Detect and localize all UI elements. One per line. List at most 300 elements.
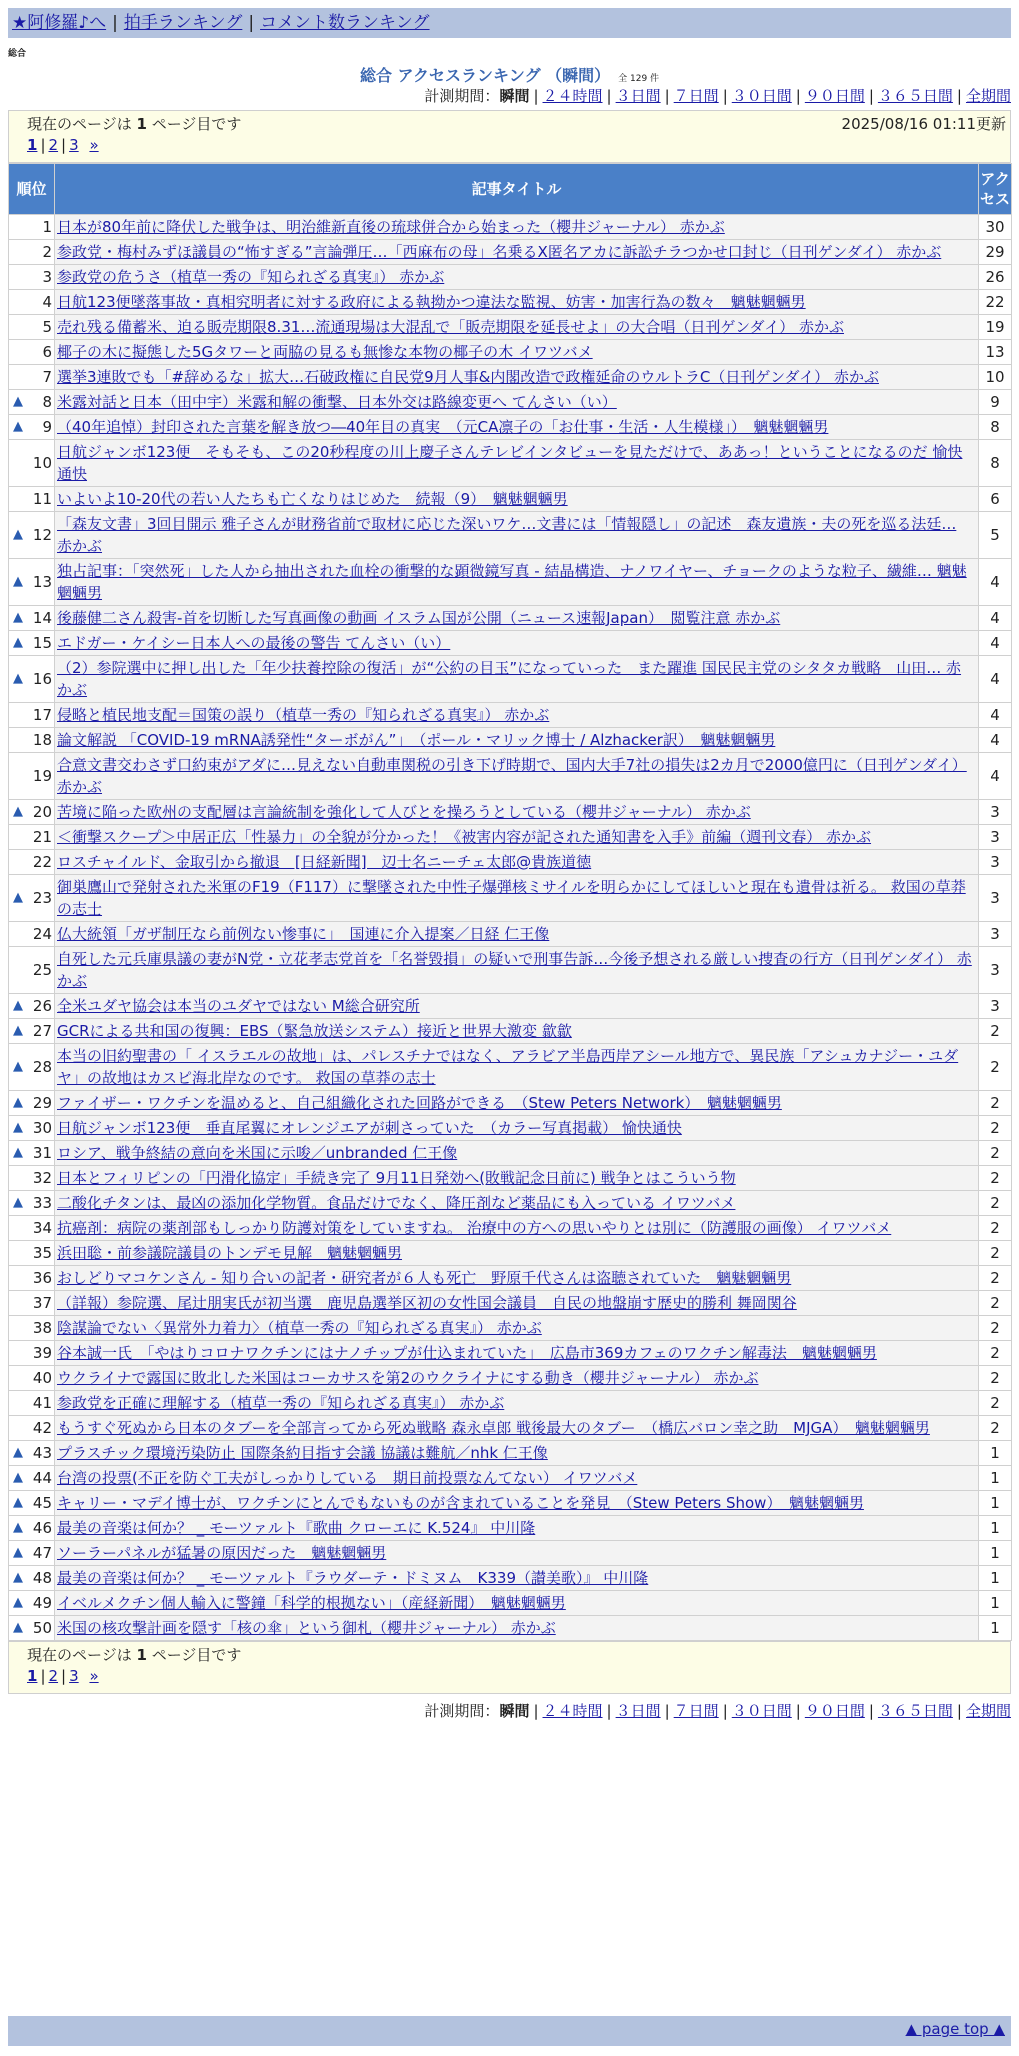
rank-up-icon: ▲ — [13, 998, 23, 1013]
period-30d[interactable]: ３０日間 — [731, 1702, 792, 1720]
article-title-link[interactable]: プラスチック環境汚染防止 国際条約目指す会議 協議は難航／nhk 仁王像 — [57, 1444, 548, 1462]
title-cell — [55, 290, 979, 315]
title-cell — [55, 1241, 979, 1266]
access-count: 2 — [979, 1241, 1012, 1266]
rank-number: 5 — [42, 318, 52, 336]
access-count: 2 — [979, 1266, 1012, 1291]
table-row — [9, 1416, 1012, 1441]
table-row — [9, 1266, 1012, 1291]
page-links: 1 | 2 | 3 » — [27, 1667, 99, 1685]
rank-number: 9 — [42, 418, 52, 436]
article-title-link[interactable]: 論文解説 「COVID-19 mRNA誘発性“ターボがん”」 （ポール・マリック博士 / Alzhacker訳） 魑魅魍魎男 — [57, 731, 776, 749]
title-cell — [55, 315, 979, 340]
table-row — [9, 728, 1012, 753]
page-top-link[interactable]: ▲ page top ▲ — [905, 2020, 1005, 2038]
article-title-link[interactable]: 日航123便墜落事故・真相究明者に対する政府による執拗かつ違法な監視、妨害・加害行為の数々 魑魅魍魎男 — [57, 293, 806, 311]
rank-up-icon: ▲ — [13, 1145, 23, 1160]
table-row — [9, 215, 1012, 240]
pager-bottom — [8, 1641, 1011, 1694]
rank-up-icon: ▲ — [13, 635, 23, 650]
access-count: 8 — [979, 415, 1012, 440]
rank-up-icon: ▲ — [13, 1059, 23, 1074]
access-count: 2 — [979, 1416, 1012, 1441]
rank-number: 40 — [32, 1369, 52, 1387]
rank-cell — [9, 800, 55, 825]
table-row — [9, 1341, 1012, 1366]
table-row — [9, 1166, 1012, 1191]
article-title-link[interactable]: 合意文書交わさず口約束がアダに…見えない自動車関税の引き下げ時期で、国内大手7社の損失は2カ月で2000億円に（日刊ゲンダイ） 赤かぶ — [57, 756, 967, 796]
title-cell — [55, 487, 979, 512]
table-row — [9, 875, 1012, 922]
rank-up-icon: ▲ — [13, 1570, 23, 1585]
period-all[interactable]: 全期間 — [965, 87, 1011, 105]
access-count: 2 — [979, 1044, 1012, 1091]
article-title-link[interactable]: 浜田聡・前参議院議員のトンデモ見解 魑魅魍魎男 — [57, 1244, 403, 1262]
access-count: 3 — [979, 994, 1012, 1019]
access-count: 4 — [979, 656, 1012, 703]
rank-cell — [9, 1616, 55, 1641]
page-status: 現在のページは 1 ページ目です — [27, 1646, 242, 1664]
article-title-link[interactable]: 自死した元兵庫県議の妻がN党・立花孝志党首を「名誉毀損」の疑いで刑事告訴…今後予想される厳しい捜査の行方（日刊ゲンダイ） 赤かぶ — [57, 950, 972, 990]
table-row — [9, 1591, 1012, 1616]
rank-number: 50 — [32, 1619, 52, 1637]
title-cell — [55, 440, 979, 487]
rank-number: 33 — [32, 1194, 52, 1212]
article-title-link[interactable]: 独占記事：「突然死」した人から抽出された血栓の衝撃的な顕微鏡写真 - 結晶構造、ナノワイヤー、チョークのような粒子、繊維… 魑魅魍魎男 — [57, 562, 967, 602]
access-count: 2 — [979, 1091, 1012, 1116]
rank-cell — [9, 1241, 55, 1266]
title-cell — [55, 415, 979, 440]
title-cell — [55, 1341, 979, 1366]
table-row — [9, 1141, 1012, 1166]
rank-cell — [9, 290, 55, 315]
article-title-link[interactable]: 谷本誠一氏 「やはりコロナワクチンにはナノチップが仕込まれていた」 広島市369カフェのワクチン解毒法 魑魅魍魎男 — [57, 1344, 877, 1362]
access-count: 1 — [979, 1616, 1012, 1641]
header-access: アクセス — [979, 164, 1012, 215]
rank-cell — [9, 1216, 55, 1241]
rank-number: 39 — [32, 1344, 52, 1362]
period-24h[interactable]: ２４時間 — [542, 87, 603, 105]
rank-cell — [9, 1019, 55, 1044]
rank-cell — [9, 440, 55, 487]
page-link-2[interactable]: 2 — [48, 136, 59, 154]
rank-cell — [9, 1166, 55, 1191]
table-header-row — [9, 164, 1012, 215]
rank-cell — [9, 215, 55, 240]
article-title-link[interactable]: （40年追悼）封印された言葉を解き放つ―40年目の真実 （元CA凛子の「お仕事・生活・人生模様」） 魑魅魍魎男 — [57, 418, 829, 436]
page-links: 1 | 2 | 3 » — [27, 136, 99, 154]
table-row — [9, 265, 1012, 290]
access-count: 2 — [979, 1166, 1012, 1191]
rank-cell — [9, 922, 55, 947]
article-title-link[interactable]: 日航ジャンボ123便 そもそも、この20秒程度の川上慶子さんテレビインタビューを見ただけで、ああっ！ということになるのだ 愉快通快 — [57, 443, 963, 483]
article-title-link[interactable]: 最美の音楽は何か？ _ モーツァルト『歌曲 クローエに K.524』 中川隆 — [57, 1519, 536, 1537]
header-rank: 順位 — [9, 164, 55, 215]
page-link-2[interactable]: 2 — [48, 1667, 59, 1685]
access-count: 2 — [979, 1116, 1012, 1141]
period-90d[interactable]: ９０日間 — [804, 87, 865, 105]
article-title-link[interactable]: 台湾の投票(不正を防ぐ工夫がしっかりしている 期日前投票なんてない） イワツバメ — [57, 1469, 638, 1487]
table-row — [9, 240, 1012, 265]
article-title-link[interactable]: 最美の音楽は何か？ _ モーツァルト『ラウダーテ・ドミヌム K339（讃美歌）』 中川隆 — [57, 1569, 649, 1587]
rank-number: 45 — [32, 1494, 52, 1512]
article-title-link[interactable]: 二酸化チタンは、最凶の添加化学物質。食品だけでなく、降圧剤など薬品にも入っている イワツバメ — [57, 1194, 736, 1212]
rank-number: 22 — [32, 853, 52, 871]
title-cell — [55, 1216, 979, 1241]
rank-number: 15 — [32, 634, 52, 652]
title-cell — [55, 390, 979, 415]
article-title-link[interactable]: 売れ残る備蓄米、迫る販売期限8.31…流通現場は大混乱で「販売期限を延長せよ」の大合唱（日刊ゲンダイ） 赤かぶ — [57, 318, 844, 336]
article-title-link[interactable]: ソーラーパネルが猛暑の原因だった 魑魅魍魎男 — [57, 1544, 387, 1562]
table-row — [9, 559, 1012, 606]
access-count: 3 — [979, 850, 1012, 875]
rank-cell — [9, 1291, 55, 1316]
table-row — [9, 1516, 1012, 1541]
article-title-link[interactable]: ウクライナで露国に敗北した米国はコーカサスを第2のウクライナにする動き（櫻井ジャーナル） 赤かぶ — [57, 1369, 759, 1387]
title-cell — [55, 1266, 979, 1291]
table-row — [9, 1566, 1012, 1591]
title-cell — [55, 340, 979, 365]
rank-number: 28 — [32, 1058, 52, 1076]
period-label: 計測期間： — [424, 1702, 500, 1720]
article-title-link[interactable]: 侵略と植民地支配＝国策の誤り（植草一秀の『知られざる真実』） 赤かぶ — [57, 706, 550, 724]
table-row — [9, 1241, 1012, 1266]
period-365d[interactable]: ３６５日間 — [877, 87, 953, 105]
rank-up-icon: ▲ — [13, 1120, 23, 1135]
title-cell — [55, 1591, 979, 1616]
rank-number: 41 — [32, 1394, 52, 1412]
title-cell — [55, 265, 979, 290]
period-current: 瞬間 — [499, 1702, 530, 1720]
access-count: 1 — [979, 1541, 1012, 1566]
rank-number: 42 — [32, 1419, 52, 1437]
article-title-link[interactable]: いよいよ10-20代の若い人たちも亡くなりはじめた 続報（9） 魑魅魍魎男 — [57, 490, 568, 508]
period-30d[interactable]: ３０日間 — [731, 87, 792, 105]
rank-number: 38 — [32, 1319, 52, 1337]
access-count: 5 — [979, 512, 1012, 559]
rank-number: 25 — [32, 961, 52, 979]
article-title-link[interactable]: 日航ジャンボ123便 垂直尾翼にオレンジエアが刺さっていた （カラー写真掲載） 愉快通快 — [57, 1119, 682, 1137]
access-count: 1 — [979, 1566, 1012, 1591]
access-count: 2 — [979, 1316, 1012, 1341]
rank-number: 26 — [32, 997, 52, 1015]
rank-cell — [9, 1491, 55, 1516]
article-title-link[interactable]: 本当の旧約聖書の「 イスラエルの故地」は、パレスチナではなく、アラビア半島西岸アシール地方で、異民族「アシュカナジー・ユダヤ」の故地はカスピ海北岸なのです。 救国の草莽の志士 — [57, 1047, 959, 1087]
rank-number: 21 — [32, 828, 52, 846]
rank-cell — [9, 1266, 55, 1291]
title-cell — [55, 947, 979, 994]
rank-cell — [9, 1366, 55, 1391]
rank-cell — [9, 315, 55, 340]
article-title-link[interactable]: 「森友文書」3回目開示 雅子さんが財務省前で取材に応じた深いワケ…文書には「情報隠し」の記述 森友遺族・夫の死を巡る法廷… 赤かぶ — [57, 515, 957, 555]
access-count: 30 — [979, 215, 1012, 240]
article-title-link[interactable]: 選挙3連敗でも「#辞めるな」拡大…石破政権に自民党9月人事&内閣改造で政権延命のウルトラC（日刊ゲンダイ） 赤かぶ — [57, 368, 879, 386]
access-count: 3 — [979, 947, 1012, 994]
rank-cell — [9, 559, 55, 606]
article-title-link[interactable]: 米露対話と日本（田中宇）米露和解の衝撃、日本外交は路線変更へ てんさい（い） — [57, 393, 617, 411]
rank-cell — [9, 1341, 55, 1366]
access-count: 2 — [979, 1141, 1012, 1166]
table-row — [9, 1441, 1012, 1466]
header-title: 記事タイトル — [55, 164, 979, 215]
rank-up-icon: ▲ — [13, 610, 23, 625]
rank-number: 20 — [32, 803, 52, 821]
table-row — [9, 315, 1012, 340]
rank-up-icon: ▲ — [13, 1470, 23, 1485]
article-title-link[interactable]: おしどりマコケンさん - 知り合いの記者・研究者が６人も死亡 野原千代さんは盗聴されていた 魑魅魍魎男 — [57, 1269, 792, 1287]
rank-number: 7 — [42, 368, 52, 386]
article-title-link[interactable]: 参政党を正確に理解する（植草一秀の『知られざる真実』） 赤かぶ — [57, 1394, 505, 1412]
rank-cell — [9, 1416, 55, 1441]
rank-number: 29 — [32, 1094, 52, 1112]
table-row — [9, 1216, 1012, 1241]
table-row — [9, 656, 1012, 703]
article-title-link[interactable]: 日本とフィリピンの「円滑化協定」手続き完了 9月11日発効へ(敗戦記念日前に) 戦争とはこういう物 — [57, 1169, 736, 1187]
title-cell — [55, 656, 979, 703]
rank-up-icon: ▲ — [13, 1195, 23, 1210]
article-title-link[interactable]: 全米ユダヤ協会は本当のユダヤではない M総合研究所 — [57, 997, 420, 1015]
title-cell — [55, 1366, 979, 1391]
article-title-link[interactable]: （詳報）参院選、尾辻朋実氏が初当選 鹿児島選挙区初の女性国会議員 自民の地盤崩す歴史的勝利 舞岡関谷 — [57, 1294, 797, 1312]
rank-number: 16 — [32, 670, 52, 688]
title-cell — [55, 1291, 979, 1316]
nav-separator: | — [112, 13, 118, 33]
rank-number: 32 — [32, 1169, 52, 1187]
rank-cell — [9, 340, 55, 365]
rank-up-icon: ▲ — [13, 1620, 23, 1635]
article-title-link[interactable]: ロシア、戦争終結の意向を米国に示唆／unbranded 仁王像 — [57, 1144, 458, 1162]
rank-number: 12 — [32, 526, 52, 544]
access-count: 4 — [979, 559, 1012, 606]
rank-up-icon: ▲ — [13, 1595, 23, 1610]
page-link-3[interactable]: 3 — [69, 1667, 79, 1685]
rank-cell — [9, 728, 55, 753]
access-count: 1 — [979, 1591, 1012, 1616]
rank-number: 17 — [32, 706, 52, 724]
article-title-link[interactable]: 仏大統領「ガザ制圧なら前例ない惨事に」 国連に介入提案／日経 仁王像 — [57, 925, 550, 943]
table-row — [9, 850, 1012, 875]
period-label: 計測期間： — [424, 87, 500, 105]
access-count: 2 — [979, 1216, 1012, 1241]
period-24h[interactable]: ２４時間 — [542, 1702, 603, 1720]
rank-number: 3 — [42, 268, 52, 286]
rank-cell — [9, 1141, 55, 1166]
table-row — [9, 290, 1012, 315]
rank-cell — [9, 1044, 55, 1091]
title-cell — [55, 1391, 979, 1416]
article-title-link[interactable]: （2）参院選中に押し出した「年少扶養控除の復活」が“公約の目玉”になっていった また躍進 国民民主党のシタタカ戦略 山田… 赤かぶ — [57, 659, 962, 699]
nav-link-clap-ranking[interactable]: 拍手ランキング — [123, 13, 243, 33]
table-row — [9, 825, 1012, 850]
rank-cell — [9, 994, 55, 1019]
rank-cell — [9, 487, 55, 512]
page-next[interactable]: » — [89, 136, 99, 154]
section-label: 総合 — [8, 49, 27, 59]
access-count: 29 — [979, 240, 1012, 265]
period-selector-bottom: 計測期間：瞬間 | ２４時間 | ３日間 | ７日間 | ３０日間 | ９０日間 | ３６５日間 | 全期間 — [424, 1702, 1011, 1720]
rank-cell — [9, 1191, 55, 1216]
rank-cell — [9, 753, 55, 800]
access-count: 3 — [979, 825, 1012, 850]
title-cell — [55, 1091, 979, 1116]
title-cell — [55, 922, 979, 947]
title-cell — [55, 1019, 979, 1044]
rank-number: 34 — [32, 1219, 52, 1237]
article-title-link[interactable]: ファイザー・ワクチンを温めると、自己組織化された回路ができる （Stew Peters Network） 魑魅魍魎男 — [57, 1094, 782, 1112]
pager-top — [8, 110, 1011, 163]
rank-number: 6 — [42, 343, 52, 361]
rank-number: 36 — [32, 1269, 52, 1287]
article-title-link[interactable]: 抗癌剤：病院の薬剤部もしっかり防護対策をしていますね。 治療中の方への思いやりとは別に（防護服の画像） イワツバメ — [57, 1219, 892, 1237]
access-count: 2 — [979, 1391, 1012, 1416]
rank-number: 35 — [32, 1244, 52, 1262]
period-3d[interactable]: ３日間 — [615, 87, 661, 105]
rank-up-icon: ▲ — [13, 1023, 23, 1038]
article-title-link[interactable]: 日本が80年前に降伏した戦争は、明治維新直後の琉球併合から始まった（櫻井ジャーナル） 赤かぶ — [57, 218, 725, 236]
access-count: 3 — [979, 800, 1012, 825]
table-row — [9, 1541, 1012, 1566]
period-365d[interactable]: ３６５日間 — [877, 1702, 953, 1720]
title-cell — [55, 1116, 979, 1141]
nav-link-comment-ranking[interactable]: コメント数ランキング — [260, 13, 430, 33]
table-row — [9, 800, 1012, 825]
rank-number: 43 — [32, 1444, 52, 1462]
article-title-link[interactable]: 参政党・梅村みずほ議員の“怖すぎる”言論弾圧…「西麻布の母」名乗るX匿名アカに訴訟チラつかせ口封じ（日刊ゲンダイ） 赤かぶ — [57, 243, 942, 261]
period-90d[interactable]: ９０日間 — [804, 1702, 865, 1720]
article-title-link[interactable]: ロスチャイルド、金取引から撤退 [日経新聞] 辺士名ニーチェ太郎@貴族道徳 — [57, 853, 592, 871]
article-title-link[interactable]: キャリー・マデイ博士が、ワクチンにとんでもないものが含まれていることを発見 （Stew Peters Show） 魑魅魍魎男 — [57, 1494, 864, 1512]
title-cell — [55, 559, 979, 606]
nav-separator: | — [248, 13, 255, 33]
page-link-3[interactable]: 3 — [69, 136, 79, 154]
title-cell — [55, 606, 979, 631]
table-row — [9, 1191, 1012, 1216]
article-title-link[interactable]: イベルメクチン個人輸入に警鐘「科学的根拠ない」（産経新聞） 魑魅魍魎男 — [57, 1594, 566, 1612]
table-row — [9, 1366, 1012, 1391]
access-count: 4 — [979, 753, 1012, 800]
rank-number: 48 — [32, 1569, 52, 1587]
table-row — [9, 487, 1012, 512]
article-title-link[interactable]: エドガー・ケイシー日本人への最後の警告 てんさい（い） — [57, 634, 451, 652]
title-cell — [55, 1491, 979, 1516]
page-next[interactable]: » — [89, 1667, 99, 1685]
rank-cell — [9, 240, 55, 265]
rank-number: 10 — [32, 454, 52, 472]
table-row — [9, 415, 1012, 440]
access-count: 2 — [979, 1191, 1012, 1216]
rank-cell — [9, 606, 55, 631]
rank-number: 19 — [32, 767, 52, 785]
rank-cell — [9, 512, 55, 559]
rank-up-icon: ▲ — [13, 1445, 23, 1460]
rank-cell — [9, 947, 55, 994]
rank-up-icon: ▲ — [13, 1495, 23, 1510]
title-cell — [55, 631, 979, 656]
page-link-1[interactable]: 1 — [27, 136, 38, 154]
access-count: 22 — [979, 290, 1012, 315]
article-title-link[interactable]: ＜衝撃スクープ＞中居正広「性暴力」の全貌が分かった！《被害内容が記された通知書を入手》前編（週刊文春） 赤かぶ — [57, 828, 872, 846]
rank-number: 1 — [42, 218, 52, 236]
rank-number: 23 — [32, 889, 52, 907]
nav-link-asyura[interactable]: ★阿修羅♪へ — [12, 13, 107, 33]
access-count: 26 — [979, 265, 1012, 290]
rank-up-icon: ▲ — [13, 804, 23, 819]
access-count: 1 — [979, 1516, 1012, 1541]
article-title-link[interactable]: 後藤健二さん殺害-首を切断した写真画像の動画 イスラム国が公開（ニュース速報Japan） 閲覧注意 赤かぶ — [57, 609, 781, 627]
article-title-link[interactable]: 椰子の木に擬態した5Gタワーと両脇の見るも無惨な本物の椰子の木 イワツバメ — [57, 343, 593, 361]
rank-up-icon: ▲ — [13, 1095, 23, 1110]
table-row — [9, 1291, 1012, 1316]
article-title-link[interactable]: 苦境に陥った欧州の支配層は言論統制を強化して人びとを操ろうとしている（櫻井ジャーナル） 赤かぶ — [57, 803, 751, 821]
table-row — [9, 512, 1012, 559]
rank-number: 14 — [32, 609, 52, 627]
period-current: 瞬間 — [499, 87, 530, 105]
rank-cell — [9, 1516, 55, 1541]
title-cell — [55, 800, 979, 825]
rank-cell — [9, 1391, 55, 1416]
period-selector-top: 計測期間：瞬間 | ２４時間 | ３日間 | ７日間 | ３０日間 | ９０日間 | ３６５日間 | 全期間 — [424, 87, 1011, 105]
rank-cell — [9, 850, 55, 875]
period-all[interactable]: 全期間 — [965, 1702, 1011, 1720]
rank-number: 27 — [32, 1022, 52, 1040]
rank-up-icon: ▲ — [13, 1520, 23, 1535]
ranking-title: 総合 アクセスランキング （瞬間） — [359, 66, 611, 85]
table-row — [9, 994, 1012, 1019]
title-cell — [55, 875, 979, 922]
article-title-link[interactable]: もうすぐ死ぬから日本のタブーを全部言ってから死ぬ戦略 森永卓郎 戦後最大のタブー （橋広バロン幸之助 MJGA） 魑魅魍魎男 — [57, 1419, 930, 1437]
top-nav-bar — [8, 8, 1011, 38]
rank-cell — [9, 415, 55, 440]
access-count: 3 — [979, 922, 1012, 947]
page-status: 現在のページは 1 ページ目です — [27, 115, 242, 133]
rank-number: 37 — [32, 1294, 52, 1312]
title-cell — [55, 365, 979, 390]
period-3d[interactable]: ３日間 — [615, 1702, 661, 1720]
rank-number: 2 — [42, 243, 52, 261]
table-row — [9, 1019, 1012, 1044]
article-title-link[interactable]: 陰謀論でない〈異常外力着力〉（植草一秀の『知られざる真実』） 赤かぶ — [57, 1319, 542, 1337]
article-title-link[interactable]: 米国の核攻撃計画を隠す「核の傘」という御札（櫻井ジャーナル） 赤かぶ — [57, 1619, 556, 1637]
updated-date: 2025/08/16 01:11更新 — [841, 115, 1006, 133]
title-cell — [55, 1441, 979, 1466]
period-7d[interactable]: ７日間 — [673, 87, 719, 105]
rank-up-icon: ▲ — [13, 574, 23, 589]
access-count: 1 — [979, 1491, 1012, 1516]
title-cell — [55, 1416, 979, 1441]
rank-up-icon: ▲ — [13, 671, 23, 686]
rank-number: 18 — [32, 731, 52, 749]
access-count: 13 — [979, 340, 1012, 365]
title-cell — [55, 1566, 979, 1591]
rank-up-icon: ▲ — [13, 527, 23, 542]
article-title-link[interactable]: GCRによる共和国の復興：EBS（緊急放送システム）接近と世界大激変 歙歙 — [57, 1022, 572, 1040]
article-title-link[interactable]: 参政党の危うさ（植草一秀の『知られざる真実』） 赤かぶ — [57, 268, 445, 286]
access-count: 6 — [979, 487, 1012, 512]
rank-number: 8 — [42, 393, 52, 411]
page-link-1[interactable]: 1 — [27, 1667, 38, 1685]
period-7d[interactable]: ７日間 — [673, 1702, 719, 1720]
rank-cell — [9, 365, 55, 390]
rank-up-icon: ▲ — [13, 394, 23, 409]
table-row — [9, 922, 1012, 947]
rank-number: 30 — [32, 1119, 52, 1137]
article-title-link[interactable]: 御巣鷹山で発射された米軍のF19（F117）に撃墜された中性子爆弾核ミサイルを明らかにしてほしいと現在も遺骨は祈る。 救国の草莽の志士 — [57, 878, 966, 918]
title-cell — [55, 512, 979, 559]
rank-number: 11 — [32, 490, 52, 508]
rank-cell — [9, 1116, 55, 1141]
title-cell — [55, 1316, 979, 1341]
rank-number: 24 — [32, 925, 52, 943]
